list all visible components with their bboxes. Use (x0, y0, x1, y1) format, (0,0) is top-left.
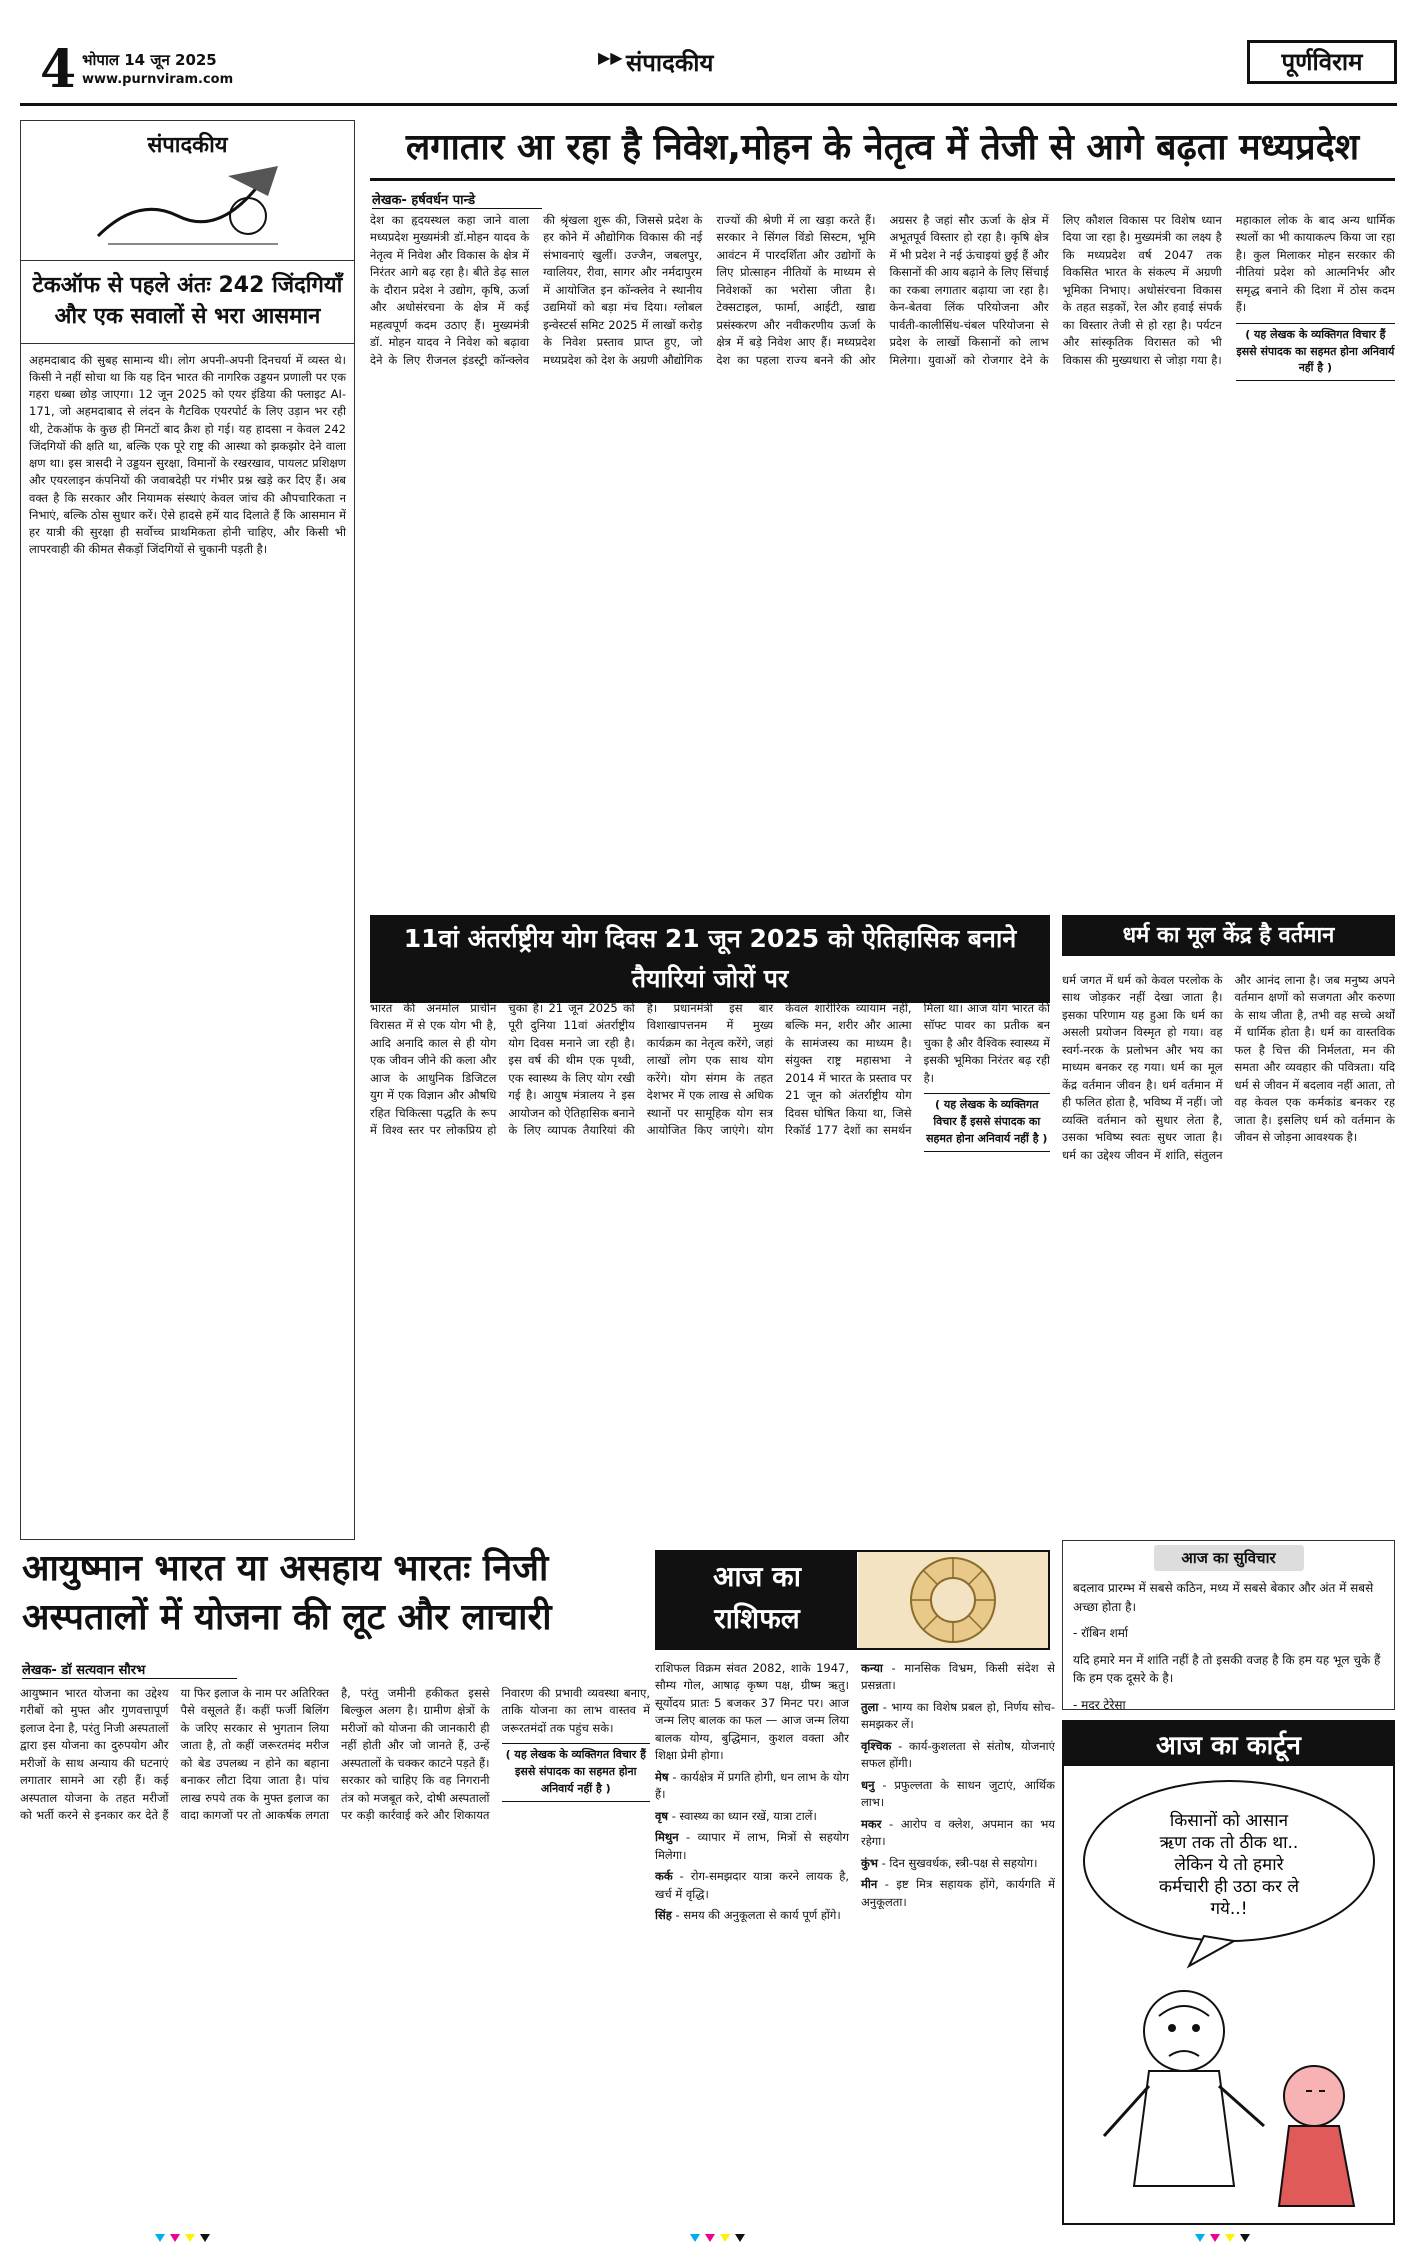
rashi-text: भाग्य का विशेष प्रबल हो, निर्णय सोच-समझकर लें। (861, 1699, 1055, 1732)
rashi-entry: मिथुन - व्यापार में लाभ, मित्रों से सहयोग मिलेगा। (655, 1830, 849, 1862)
rashifal-label-line: आज का (713, 1560, 801, 1593)
rashi-text: आरोप व क्लेश, अपमान का भय रहेगा। (861, 1816, 1055, 1849)
page-header (20, 40, 1397, 106)
cartoon-caption: गये..! (1210, 1899, 1248, 1919)
lead-body (370, 212, 1395, 907)
rashi-entry: मकर - आरोप व क्लेश, अपमान का भय रहेगा। (861, 1816, 1055, 1849)
rashi-sign: कन्या (861, 1661, 883, 1675)
rashi-text: इष्ट मित्र सहायक होंगे, कार्यगति में अनुकूलता। (861, 1877, 1055, 1909)
cartoon-caption: कर्मचारी ही उठा कर ले (1159, 1877, 1299, 1897)
lead-headline[interactable]: लगातार आ रहा है निवेश,मोहन के नेतृत्व में तेजी से आगे बढ़ता मध्यप्रदेश (370, 125, 1395, 181)
rashi-entry: कर्क - रोग-समझदार यात्रा करने लायक है, खर्च में वृद्धि। (655, 1869, 849, 1901)
rashi-text: कार्यक्षेत्र में प्रगति होगी, धन लाभ के योग हैं। (655, 1769, 849, 1802)
lead-disclaimer: ( यह लेखक के व्यक्तिगत विचार हैं इससे संपादक का सहमत होना अनिवार्य नहीं है ) (1236, 323, 1395, 381)
rashi-sign: वृष (655, 1808, 669, 1823)
quote-author: - मदर टेरेसा (1073, 1697, 1126, 1712)
cartoon-caption: किसानों को आसान (1169, 1811, 1289, 1831)
rashi-text: रोग-समझदार यात्रा करने लायक है, खर्च में वृद्धि। (655, 1869, 849, 1901)
zodiac-wheel-icon (858, 1552, 1048, 1648)
yoga-body-text: भारत की अनमोल प्राचीन विरासत में से एक योग भी है, आदि अनादि काल से ही योग एक जीवन जीने की कला और आज के आधुनिक डिजिटल युग में एक विज्ञान और औषधि रहित चिकित्सा पद्धति के रूप में विश्व स्तर पर लोकप्रिय हो चुका है। 21 जून 2025 को पूरी दुनिया 11वां अंतर्राष्ट्रीय योग दिवस मनाने जा रही है। इस वर्ष की थीम एक पृथ्वी, एक स्वास्थ्य के लिए योग रखी गई है। आयुष मंत्रालय ने इस आयोजन को ऐतिहासिक बनाने के लिए व्यापक तैयारियां की हैं। प्रधानमंत्री इस बार विशाखापत्तनम में मुख्य कार्यक्रम का नेतृत्व करेंगे, जहां लाखों लोग एक साथ योग करेंगे। योग संगम के तहत देशभर में एक लाख से अधिक स्थानों पर सामूहिक योग सत्र आयोजित किए जाएंगे। योग केवल शारीरिक व्यायाम नहीं, बल्कि मन, शरीर और आत्मा के सामंजस्य का माध्यम है। संयुक्त राष्ट्र महासभा ने 2014 में भारत के प्रस्ताव पर 21 जून को अंतर्राष्ट्रीय योग दिवस घोषित किया था, जिसे रिकॉर्ड 177 देशों का समर्थन मिला था। आज योग भारत की सॉफ्ट पावर का प्रतीक बन चुका है और वैश्विक स्वास्थ्य में इसकी भूमिका निरंतर बढ़ रही है। (370, 1001, 1050, 1138)
rashifal-intro: राशिफल विक्रम संवत 2082, शाके 1947, सौम्य गोल, आषाढ़ कृष्ण पक्ष, ग्रीष्म ऋतु। सूर्योदय प्रातः 5 बजकर 37 मिनट पर। आज जन्म लिए बालक का फल — आज जन्म लिया बालक योग्य, बुद्धिमान, कुशल वक्ता और शिक्षा प्रेमी होगा। (655, 1661, 849, 1763)
rashi-entry: वृश्चिक - कार्य-कुशलता से संतोष, योजनाएं सफल होंगी। (861, 1738, 1055, 1771)
lead-byline: लेखक- हर्षवर्धन पान्डे (372, 190, 542, 209)
rashi-entry: मेष - कार्यक्षेत्र में प्रगति होगी, धन लाभ के योग हैं। (655, 1769, 849, 1802)
rashifal-label-line: राशिफल (714, 1602, 800, 1635)
rashi-sign: मेष (655, 1769, 669, 1784)
rashi-entry: सिंह - समय की अनुकूलता से कार्य पूर्ण होंगे। (655, 1908, 841, 1923)
yoga-byline: लेखक- किशन भावनानी (372, 977, 572, 996)
cartoon-title: आज का कार्टून (1064, 1722, 1393, 1766)
left-editorial (20, 120, 355, 1540)
section-arrow-icon: ▶▶ (598, 48, 623, 67)
cartoon-illustration (1064, 1766, 1393, 2221)
rashi-entry: धनु - प्रफुल्लता के साधन जुटाएं, आर्थिक लाभ। (861, 1777, 1055, 1810)
cartoon-caption: लेकिन ये तो हमारे (1174, 1855, 1284, 1875)
editorial-headline: टेकऑफ से पहले अंतः 242 जिंदगियाँ और एक सवालों से भरा आसमान (21, 261, 354, 344)
rashi-text: व्यापार में लाभ, मित्रों से सहयोग मिलेगा। (655, 1830, 849, 1862)
rashi-text: दिन सुखवर्धक, स्त्री-पक्ष से सहयोग। (889, 1855, 1038, 1870)
print-registration-marks (0, 2232, 1417, 2244)
ayushman-headline[interactable]: आयुष्मान भारत या असहाय भारतः निजी अस्पतालों में योजना की लूट और लाचारी (22, 1548, 552, 1638)
rashi-text: प्रफुल्लता के साधन जुटाएं, आर्थिक लाभ। (861, 1777, 1055, 1810)
editorial-logo-label: संपादकीय (147, 132, 228, 158)
rashi-text: समय की अनुकूलता से कार्य पूर्ण होंगे। (683, 1908, 841, 1923)
rashi-sign: धनु (861, 1777, 875, 1792)
yoga-body (370, 1000, 1050, 1530)
edition-date: भोपाल 14 जून 2025 (82, 51, 217, 69)
rashi-entry: मीन - इष्ट मित्र सहायक होंगे, कार्यगति में अनुकूलता। (861, 1877, 1055, 1909)
rashi-text: कार्य-कुशलता से संतोष, योजनाएं सफल होंगी। (861, 1738, 1055, 1771)
quote-of-the-day (1062, 1540, 1395, 1710)
writing-hand-icon (78, 156, 298, 256)
rashifal-banner (655, 1550, 1050, 1650)
editorial-logo (21, 121, 354, 261)
newspaper-brand: पूर्णविराम (1247, 40, 1397, 84)
rashi-sign: सिंह (655, 1908, 672, 1923)
cartoon-caption: ऋण तक तो ठीक था.. (1159, 1833, 1299, 1853)
rashi-sign: मीन (861, 1877, 878, 1892)
ayushman-body (20, 1685, 650, 2230)
rashi-text: मानसिक विभ्रम, किसी संदेश से प्रसन्नता। (861, 1661, 1055, 1693)
editorial-body: अहमदाबाद की सुबह सामान्य थी। लोग अपनी-अपनी दिनचर्या में व्यस्त थे। किसी ने नहीं सोचा था कि यह दिन भारत की नागरिक उड्डयन प्रणाली पर एक गहरा धब्बा छोड़ जाएगा। 12 जून 2025 को एयर इंडिया की फ्लाइट AI-171, जो अहमदाबाद से लंदन के गैटविक एयरपोर्ट के लिए उड़ान भर रही थी, टेकऑफ के कुछ ही मिनटों बाद क्रैश हो गई। यह हादसा न केवल 242 जिंदगियों की क्षति था, बल्कि एक पूरे राष्ट्र की आस्था को झकझोर देने वाला क्षण था। इस त्रासदी ने उड्डयन सुरक्षा, विमानों के रखरखाव, पायलट प्रशिक्षण और एयरलाइन कंपनियों की जवाबदेही पर गंभीर प्रश्न खड़े कर दिए हैं। अब वक्त है कि सरकार और नियामक संस्थाएं केवल जांच की औपचारिकता न निभाएं, बल्कि ठोस सुधार करें। ऐसे हादसे हमें याद दिलाते हैं कि आसमान में हर यात्री की सुरक्षा ही सर्वोच्च प्राथमिकता होनी चाहिए, और किसी भी लापरवाही की कीमत सैकड़ों जिंदगियों से चुकानी पड़ती है। (29, 352, 346, 557)
rashi-sign: तुला (861, 1699, 879, 1714)
lead-body-text: देश का हृदयस्थल कहा जाने वाला मध्यप्रदेश मुख्यमंत्री डॉ.मोहन यादव के नेतृत्व में निवेश और विकास के क्षेत्र में निरंतर आगे बढ़ रहा है। बीते डेढ़ साल के दौरान प्रदेश ने उद्योग, कृषि, ऊर्जा और अधोसंरचना के क्षेत्र में कई महत्वपूर्ण कदम उठाए हैं। मुख्यमंत्री डॉ. मोहन यादव ने निवेश को बढ़ावा देने के लिए रीजनल इंडस्ट्री कॉन्क्लेव की श्रृंखला शुरू की, जिससे प्रदेश के हर कोने में औद्योगिक विकास की नई संभावनाएं खुलीं। उज्जैन, जबलपुर, ग्वालियर, रीवा, सागर और नर्मदापुरम में आयोजित इन कॉन्क्लेव ने स्थानीय उद्यमियों को बड़ा मंच दिया। ग्लोबल इन्वेस्टर्स समिट 2025 में लाखों करोड़ के निवेश प्रस्ताव प्राप्त हुए, जो मध्यप्रदेश को देश के अग्रणी औद्योगिक राज्यों की श्रेणी में ला खड़ा करते हैं। सरकार ने सिंगल विंडो सिस्टम, भूमि आवंटन में पारदर्शिता और उद्योगों के लिए प्रोत्साहन नीतियों के माध्यम से निवेशकों का भरोसा जीता है। टेक्सटाइल, फार्मा, आईटी, खाद्य प्रसंस्करण और नवीकरणीय ऊर्जा के क्षेत्र में बड़े निवेश आए हैं। मध्यप्रदेश देश का पहला राज्य बनने की ओर अग्रसर है जहां सौर ऊर्जा के क्षेत्र में अभूतपूर्व विस्तार हो रहा है। कृषि क्षेत्र में भी प्रदेश ने नई ऊंचाइयां छुई हैं और किसानों की आय बढ़ाने के लिए सिंचाई का रकबा लगातार बढ़ाया जा रहा है। केन-बेतवा लिंक परियोजना और पार्वती-कालीसिंध-चंबल परियोजना से प्रदेश के लाखों किसानों को लाभ मिलेगा। युवाओं को रोजगार देने के लिए कौशल विकास पर विशेष ध्यान दिया जा रहा है। मुख्यमंत्री का लक्ष्य है कि मध्यप्रदेश वर्ष 2047 तक विकसित भारत के संकल्प में अग्रणी भूमिका निभाए। अधोसंरचना विकास के तहत सड़कों, रेल और हवाई संपर्क का विस्तार तेजी से हो रहा है। पर्यटन और सांस्कृतिक विरासत को भी विकास की मुख्यधारा से जोड़ा गया है। महाकाल लोक के बाद अन्य धार्मिक स्थलों का भी कायाकल्प किया जा रहा है। कुल मिलाकर मोहन सरकार की नीतियां प्रदेश को आत्मनिर्भर और समृद्ध बनाने की दिशा में ठोस कदम हैं। (370, 213, 1395, 367)
section-title: संपादकीय (626, 49, 714, 77)
ayushman-body-text: आयुष्मान भारत योजना का उद्देश्य गरीबों को मुफ्त और गुणवत्तापूर्ण इलाज देना है, परंतु निजी अस्पतालों द्वारा इस योजना का दुरुपयोग और मरीजों के साथ अन्याय की घटनाएं लगातार सामने आ रही हैं। कई अस्पताल योजना के तहत मरीजों को भर्ती करने से इनकार कर देते हैं या फिर इलाज के नाम पर अतिरिक्त पैसे वसूलते हैं। कहीं फर्जी बिलिंग के जरिए सरकार से भुगतान लिया जाता है, तो कहीं जरूरतमंद मरीज को बेड उपलब्ध न होने का बहाना बनाकर लौटा दिया जाता है। पांच लाख रुपये तक के मुफ्त इलाज का वादा कागजों पर तो आकर्षक लगता है, परंतु जमीनी हकीकत इससे बिल्कुल अलग है। ग्रामीण क्षेत्रों के मरीजों को योजना की जानकारी ही नहीं होती और जो जानते हैं, उन्हें अस्पतालों के चक्कर काटने पड़ते हैं। सरकार को चाहिए कि वह निगरानी तंत्र को मजबूत करे, दोषी अस्पतालों पर कड़ी कार्रवाई करे और शिकायत निवारण की प्रभावी व्यवस्था बनाए, ताकि योजना का लाभ वास्तव में जरूरतमंदों तक पहुंच सके। (20, 1686, 650, 1823)
yoga-disclaimer: ( यह लेखक के व्यक्तिगत विचार हैं इससे संपादक का सहमत होना अनिवार्य नहीं है ) (924, 1093, 1050, 1151)
dharma-body: धर्म जगत में धर्म को केवल परलोक के साथ जोड़कर नहीं देखा जाता है। इसका परिणाम यह हुआ कि धर्म का असली प्रयोजन विस्मृत हो गया। वह स्वर्ग-नरक के प्रलोभन और भय का माध्यम बनकर रह गया। धर्म का मूल केंद्र वर्तमान जीवन है। धर्म वर्तमान में ही फलित होता है, भविष्य में नहीं। जो व्यक्ति वर्तमान को सुधार लेता है, उसका भविष्य स्वतः सुधर जाता है। धर्म का उद्देश्य जीवन में शांति, संतुलन और आनंद लाना है। जब मनुष्य अपने वर्तमान क्षणों को सजगता और करुणा के साथ जीता है, तभी वह सच्चे अर्थों में धार्मिक होता है। धर्म का वास्तविक फल है चित्त की निर्मलता, मन की समता और व्यवहार की पवित्रता। यदि धर्म से जीवन में बदलाव नहीं आता, तो वह केवल एक कर्मकांड बनकर रह जाता है। इसलिए धर्म को वर्तमान के जीवन से जोड़ना आवश्यक है। (1062, 973, 1395, 1162)
rashi-sign: मकर (861, 1816, 882, 1831)
quote-line: यदि हमारे मन में शांति नहीं है तो इसकी वजह है कि हम यह भूल चुके हैं कि हम एक दूसरे के है। (1073, 1652, 1381, 1686)
rashi-entry: तुला - भाग्य का विशेष प्रबल हो, निर्णय सोच-समझकर लें। (861, 1699, 1055, 1732)
ayushman-byline: लेखक- डॉ सत्यवान सौरभ (22, 1660, 237, 1679)
rashi-entry: कुंभ - दिन सुखवर्धक, स्त्री-पक्ष से सहयोग। (861, 1855, 1038, 1870)
rashi-sign: मिथुन (655, 1830, 679, 1845)
quote-author: - रॉबिन शर्मा (1073, 1626, 1129, 1641)
rashi-entry: वृष - स्वास्थ्य का ध्यान रखें, यात्रा टालें। (655, 1808, 817, 1823)
rashifal-label (657, 1552, 857, 1648)
website-link[interactable]: www.purnviram.com (82, 72, 234, 87)
rashi-sign: कुंभ (861, 1855, 878, 1870)
rashifal-body (655, 1660, 1055, 2230)
rashi-sign: कर्क (655, 1869, 673, 1884)
yoga-headline[interactable]: 11वां अंतर्राष्ट्रीय योग दिवस 21 जून 2025 को ऐतिहासिक बनाने तैयारियां जोरों पर (370, 915, 1050, 1003)
rashi-entry: कन्या - मानसिक विभ्रम, किसी संदेश से प्रसन्नता। (861, 1661, 1055, 1693)
quote-title: आज का सुविचार (1154, 1545, 1304, 1571)
quote-line: बदलाव प्रारम्भ में सबसे कठिन, मध्य में सबसे बेकार और अंत में सबसे अच्छा होता है। (1073, 1581, 1374, 1614)
ayushman-disclaimer: ( यह लेखक के व्यक्तिगत विचार हैं इससे संपादक का सहमत होना अनिवार्य नहीं है ) (502, 1743, 651, 1801)
cartoon-panel (1062, 1720, 1395, 2225)
dharma-headline[interactable]: धर्म का मूल केंद्र है वर्तमान (1062, 915, 1395, 956)
rashi-text: स्वास्थ्य का ध्यान रखें, यात्रा टालें। (679, 1808, 817, 1823)
rashi-sign: वृश्चिक (861, 1738, 892, 1753)
page-number: 4 (40, 39, 77, 100)
